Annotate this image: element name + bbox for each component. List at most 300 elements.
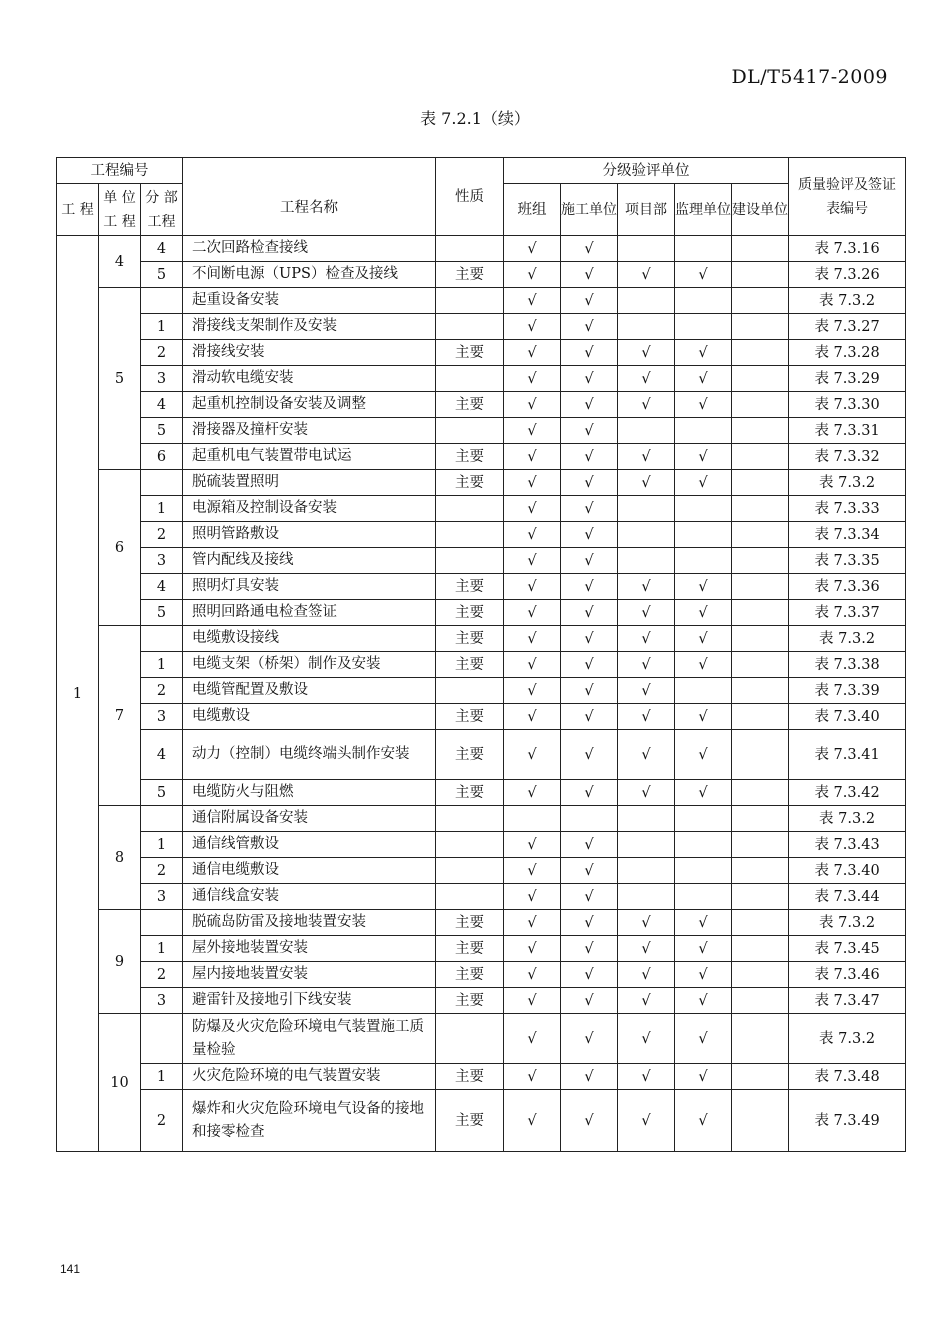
- sub-division-cell: 2: [141, 858, 183, 884]
- nature-cell: [436, 678, 504, 704]
- check-cell: √: [504, 652, 561, 678]
- nature-cell: 主要: [436, 780, 504, 806]
- sub-division-cell: 3: [141, 704, 183, 730]
- division-number-cell: 10: [99, 1014, 141, 1152]
- unit-number-cell: 1: [57, 236, 99, 1152]
- nature-cell: [436, 314, 504, 340]
- project-name-cell: 通信线盒安装: [183, 884, 436, 910]
- check-cell: [618, 522, 675, 548]
- check-cell: √: [561, 288, 618, 314]
- check-cell: √: [504, 600, 561, 626]
- check-cell: √: [618, 366, 675, 392]
- check-cell: √: [561, 600, 618, 626]
- form-number-cell: 表 7.3.48: [789, 1064, 906, 1090]
- header-supervision-unit: 监理单位: [675, 184, 732, 236]
- project-name-cell: 起重机控制设备安装及调整: [183, 392, 436, 418]
- form-number-cell: 表 7.3.33: [789, 496, 906, 522]
- check-cell: √: [504, 522, 561, 548]
- check-cell: [732, 730, 789, 780]
- sub-division-cell: 3: [141, 366, 183, 392]
- check-cell: [732, 236, 789, 262]
- check-cell: [675, 832, 732, 858]
- nature-cell: 主要: [436, 730, 504, 780]
- check-cell: [675, 496, 732, 522]
- check-cell: √: [504, 340, 561, 366]
- form-number-cell: 表 7.3.40: [789, 704, 906, 730]
- check-cell: √: [504, 444, 561, 470]
- nature-cell: [436, 884, 504, 910]
- check-cell: [732, 1090, 789, 1152]
- check-cell: √: [675, 936, 732, 962]
- project-name-cell: 电源箱及控制设备安装: [183, 496, 436, 522]
- sub-division-cell: 1: [141, 1064, 183, 1090]
- check-cell: [732, 444, 789, 470]
- table-row: [57, 236, 906, 262]
- form-number-cell: 表 7.3.45: [789, 936, 906, 962]
- check-cell: [504, 806, 561, 832]
- check-cell: √: [561, 832, 618, 858]
- project-name-cell: 火灾危险环境的电气装置安装: [183, 1064, 436, 1090]
- form-number-cell: 表 7.3.39: [789, 678, 906, 704]
- table-row: [57, 884, 906, 910]
- form-number-cell: 表 7.3.2: [789, 626, 906, 652]
- form-number-cell: 表 7.3.30: [789, 392, 906, 418]
- check-cell: √: [504, 236, 561, 262]
- sub-division-cell: [141, 288, 183, 314]
- project-name-cell: 滑接线支架制作及安装: [183, 314, 436, 340]
- check-cell: √: [504, 910, 561, 936]
- project-name-cell: 滑接器及撞杆安装: [183, 418, 436, 444]
- check-cell: √: [675, 780, 732, 806]
- sub-division-cell: 2: [141, 962, 183, 988]
- check-cell: √: [561, 780, 618, 806]
- check-cell: √: [561, 340, 618, 366]
- table-row: [57, 418, 906, 444]
- form-number-cell: 表 7.3.36: [789, 574, 906, 600]
- check-cell: √: [504, 1014, 561, 1064]
- project-name-cell: 动力（控制）电缆终端头制作安装: [183, 730, 436, 780]
- project-name-cell: 屋外接地装置安装: [183, 936, 436, 962]
- check-cell: [618, 884, 675, 910]
- check-cell: [675, 858, 732, 884]
- sub-division-cell: 2: [141, 1090, 183, 1152]
- check-cell: √: [504, 626, 561, 652]
- check-cell: [732, 600, 789, 626]
- table-row: [57, 652, 906, 678]
- form-number-cell: 表 7.3.37: [789, 600, 906, 626]
- table-row: [57, 936, 906, 962]
- nature-cell: 主要: [436, 262, 504, 288]
- nature-cell: [436, 236, 504, 262]
- check-cell: [618, 236, 675, 262]
- nature-cell: [436, 832, 504, 858]
- project-name-cell: 电缆敷设: [183, 704, 436, 730]
- project-name-cell: 起重机电气装置带电试运: [183, 444, 436, 470]
- check-cell: √: [561, 704, 618, 730]
- check-cell: √: [675, 652, 732, 678]
- table-row: [57, 626, 906, 652]
- division-number-cell: 7: [99, 626, 141, 806]
- check-cell: [675, 418, 732, 444]
- check-cell: [675, 678, 732, 704]
- project-name-cell: 起重设备安装: [183, 288, 436, 314]
- table-row: [57, 1064, 906, 1090]
- check-cell: [618, 496, 675, 522]
- sub-division-cell: 1: [141, 936, 183, 962]
- check-cell: √: [504, 1090, 561, 1152]
- check-cell: √: [561, 962, 618, 988]
- check-cell: √: [561, 910, 618, 936]
- nature-cell: [436, 366, 504, 392]
- project-name-cell: 爆炸和火灾危险环境电气设备的接地和接零检查: [183, 1090, 436, 1152]
- header-project-dept: 项目部: [618, 184, 675, 236]
- check-cell: √: [504, 496, 561, 522]
- sub-division-cell: [141, 470, 183, 496]
- sub-division-cell: 6: [141, 444, 183, 470]
- nature-cell: 主要: [436, 600, 504, 626]
- check-cell: √: [675, 704, 732, 730]
- check-cell: √: [675, 392, 732, 418]
- check-cell: [675, 548, 732, 574]
- form-number-cell: 表 7.3.2: [789, 288, 906, 314]
- quality-evaluation-table: [56, 157, 906, 1152]
- table-row: [57, 314, 906, 340]
- check-cell: √: [675, 730, 732, 780]
- project-name-cell: 屋内接地装置安装: [183, 962, 436, 988]
- check-cell: √: [675, 988, 732, 1014]
- form-number-cell: 表 7.3.29: [789, 366, 906, 392]
- table-row: [57, 832, 906, 858]
- check-cell: √: [618, 444, 675, 470]
- check-cell: [732, 574, 789, 600]
- header-construction-unit: 施工单位: [561, 184, 618, 236]
- check-cell: [732, 470, 789, 496]
- header-col-sub-unit: 单 位工 程: [99, 184, 141, 236]
- sub-division-cell: [141, 806, 183, 832]
- check-cell: √: [561, 262, 618, 288]
- table-row: [57, 858, 906, 884]
- project-name-cell: 通信附属设备安装: [183, 806, 436, 832]
- division-number-cell: 5: [99, 288, 141, 470]
- check-cell: [732, 780, 789, 806]
- check-cell: √: [561, 236, 618, 262]
- form-number-cell: 表 7.3.31: [789, 418, 906, 444]
- check-cell: √: [618, 470, 675, 496]
- check-cell: [561, 806, 618, 832]
- check-cell: √: [618, 988, 675, 1014]
- table-row: [57, 262, 906, 288]
- sub-division-cell: 1: [141, 496, 183, 522]
- check-cell: √: [561, 1090, 618, 1152]
- form-number-cell: 表 7.3.34: [789, 522, 906, 548]
- nature-cell: 主要: [436, 1090, 504, 1152]
- table-row: [57, 780, 906, 806]
- sub-division-cell: 5: [141, 418, 183, 444]
- nature-cell: 主要: [436, 626, 504, 652]
- check-cell: √: [561, 884, 618, 910]
- sub-division-cell: 4: [141, 730, 183, 780]
- header-project-code: 工程编号: [57, 158, 183, 184]
- form-number-cell: 表 7.3.2: [789, 470, 906, 496]
- check-cell: √: [618, 962, 675, 988]
- check-cell: √: [561, 314, 618, 340]
- table-row: [57, 366, 906, 392]
- nature-cell: 主要: [436, 470, 504, 496]
- nature-cell: 主要: [436, 652, 504, 678]
- nature-cell: [436, 1014, 504, 1064]
- check-cell: √: [561, 574, 618, 600]
- form-number-cell: 表 7.3.2: [789, 806, 906, 832]
- check-cell: √: [618, 600, 675, 626]
- table-row: [57, 444, 906, 470]
- form-number-cell: 表 7.3.32: [789, 444, 906, 470]
- check-cell: √: [618, 626, 675, 652]
- check-cell: √: [561, 858, 618, 884]
- sub-division-cell: 5: [141, 780, 183, 806]
- project-name-cell: 避雷针及接地引下线安装: [183, 988, 436, 1014]
- form-number-cell: 表 7.3.2: [789, 910, 906, 936]
- project-name-cell: 脱硫装置照明: [183, 470, 436, 496]
- header-form-no: 质量验评及签证表编号: [789, 158, 906, 236]
- division-number-cell: 9: [99, 910, 141, 1014]
- table-row: [57, 496, 906, 522]
- check-cell: √: [504, 858, 561, 884]
- check-cell: √: [561, 936, 618, 962]
- check-cell: √: [504, 730, 561, 780]
- table-row: [57, 470, 906, 496]
- table-row: [57, 910, 906, 936]
- check-cell: √: [675, 470, 732, 496]
- check-cell: √: [618, 704, 675, 730]
- check-cell: √: [675, 910, 732, 936]
- check-cell: √: [618, 910, 675, 936]
- check-cell: √: [675, 1090, 732, 1152]
- nature-cell: 主要: [436, 962, 504, 988]
- check-cell: √: [561, 366, 618, 392]
- check-cell: √: [504, 832, 561, 858]
- form-number-cell: 表 7.3.2: [789, 1014, 906, 1064]
- check-cell: [732, 366, 789, 392]
- check-cell: √: [618, 652, 675, 678]
- form-number-cell: 表 7.3.47: [789, 988, 906, 1014]
- sub-division-cell: 5: [141, 600, 183, 626]
- project-name-cell: 照明管路敷设: [183, 522, 436, 548]
- header-col-unit: 工 程: [57, 184, 99, 236]
- check-cell: √: [561, 988, 618, 1014]
- check-cell: √: [561, 522, 618, 548]
- division-number-cell: 4: [99, 236, 141, 288]
- check-cell: √: [561, 730, 618, 780]
- check-cell: √: [504, 262, 561, 288]
- check-cell: √: [618, 340, 675, 366]
- check-cell: √: [675, 444, 732, 470]
- table-row: [57, 340, 906, 366]
- check-cell: [618, 858, 675, 884]
- sub-division-cell: [141, 626, 183, 652]
- check-cell: √: [504, 678, 561, 704]
- check-cell: [732, 548, 789, 574]
- sub-division-cell: 3: [141, 988, 183, 1014]
- check-cell: [732, 340, 789, 366]
- check-cell: [618, 806, 675, 832]
- nature-cell: [436, 496, 504, 522]
- form-number-cell: 表 7.3.27: [789, 314, 906, 340]
- check-cell: √: [561, 626, 618, 652]
- project-name-cell: 防爆及火灾危险环境电气装置施工质量检验: [183, 1014, 436, 1064]
- project-name-cell: 滑接线安装: [183, 340, 436, 366]
- check-cell: [732, 418, 789, 444]
- check-cell: [732, 1014, 789, 1064]
- check-cell: √: [561, 548, 618, 574]
- project-name-cell: 滑动软电缆安装: [183, 366, 436, 392]
- form-number-cell: 表 7.3.28: [789, 340, 906, 366]
- check-cell: [732, 496, 789, 522]
- project-name-cell: 通信线管敷设: [183, 832, 436, 858]
- table-row: [57, 1090, 906, 1152]
- check-cell: √: [561, 1014, 618, 1064]
- check-cell: [732, 988, 789, 1014]
- sub-division-cell: 2: [141, 678, 183, 704]
- project-name-cell: 电缆防火与阻燃: [183, 780, 436, 806]
- division-number-cell: 6: [99, 470, 141, 626]
- table-title: 表 7.2.1（续）: [420, 109, 530, 128]
- table-row: [57, 548, 906, 574]
- check-cell: [732, 652, 789, 678]
- nature-cell: 主要: [436, 574, 504, 600]
- check-cell: √: [504, 936, 561, 962]
- check-cell: [675, 884, 732, 910]
- check-cell: [732, 704, 789, 730]
- table-row: [57, 392, 906, 418]
- check-cell: √: [561, 392, 618, 418]
- check-cell: √: [504, 548, 561, 574]
- check-cell: [732, 288, 789, 314]
- check-cell: [618, 548, 675, 574]
- check-cell: √: [675, 1014, 732, 1064]
- check-cell: √: [618, 392, 675, 418]
- sub-division-cell: 3: [141, 884, 183, 910]
- check-cell: √: [675, 1064, 732, 1090]
- check-cell: √: [561, 496, 618, 522]
- project-name-cell: 电缆敷设接线: [183, 626, 436, 652]
- form-number-cell: 表 7.3.41: [789, 730, 906, 780]
- check-cell: √: [561, 418, 618, 444]
- table-row: [57, 988, 906, 1014]
- project-name-cell: 二次回路检查接线: [183, 236, 436, 262]
- check-cell: √: [504, 314, 561, 340]
- check-cell: √: [561, 470, 618, 496]
- project-name-cell: 脱硫岛防雷及接地装置安装: [183, 910, 436, 936]
- sub-division-cell: 4: [141, 392, 183, 418]
- check-cell: √: [675, 626, 732, 652]
- check-cell: [675, 314, 732, 340]
- table-row: [57, 522, 906, 548]
- header-owner-unit: 建设单位: [732, 184, 789, 236]
- check-cell: √: [504, 470, 561, 496]
- check-cell: √: [504, 884, 561, 910]
- division-number-cell: 8: [99, 806, 141, 910]
- table-row: [57, 678, 906, 704]
- header-team: 班组: [504, 184, 561, 236]
- nature-cell: 主要: [436, 392, 504, 418]
- check-cell: √: [675, 962, 732, 988]
- form-number-cell: 表 7.3.38: [789, 652, 906, 678]
- check-cell: √: [618, 1014, 675, 1064]
- nature-cell: [436, 548, 504, 574]
- check-cell: √: [504, 704, 561, 730]
- table-row: [57, 288, 906, 314]
- check-cell: √: [618, 780, 675, 806]
- check-cell: √: [504, 962, 561, 988]
- check-cell: √: [618, 1064, 675, 1090]
- form-number-cell: 表 7.3.42: [789, 780, 906, 806]
- sub-division-cell: 1: [141, 652, 183, 678]
- check-cell: [675, 806, 732, 832]
- project-name-cell: 不间断电源（UPS）检查及接线: [183, 262, 436, 288]
- header-nature: 性质: [436, 158, 504, 236]
- header-graded-eval: 分级验评单位: [504, 158, 789, 184]
- check-cell: √: [504, 366, 561, 392]
- check-cell: [618, 314, 675, 340]
- project-name-cell: 照明灯具安装: [183, 574, 436, 600]
- sub-division-cell: 5: [141, 262, 183, 288]
- check-cell: √: [675, 262, 732, 288]
- check-cell: √: [675, 600, 732, 626]
- check-cell: √: [504, 574, 561, 600]
- check-cell: [732, 858, 789, 884]
- check-cell: [732, 910, 789, 936]
- form-number-cell: 表 7.3.49: [789, 1090, 906, 1152]
- nature-cell: 主要: [436, 936, 504, 962]
- check-cell: [732, 806, 789, 832]
- nature-cell: [436, 522, 504, 548]
- check-cell: [675, 236, 732, 262]
- check-cell: √: [504, 392, 561, 418]
- check-cell: √: [675, 340, 732, 366]
- check-cell: √: [504, 1064, 561, 1090]
- check-cell: [732, 314, 789, 340]
- check-cell: √: [561, 652, 618, 678]
- check-cell: [618, 418, 675, 444]
- table-row: [57, 600, 906, 626]
- check-cell: [732, 1064, 789, 1090]
- check-cell: [675, 522, 732, 548]
- check-cell: √: [618, 1090, 675, 1152]
- check-cell: √: [504, 780, 561, 806]
- nature-cell: 主要: [436, 340, 504, 366]
- check-cell: [618, 288, 675, 314]
- table-row: [57, 730, 906, 780]
- check-cell: [732, 962, 789, 988]
- project-name-cell: 电缆支架（桥架）制作及安装: [183, 652, 436, 678]
- sub-division-cell: 3: [141, 548, 183, 574]
- form-number-cell: 表 7.3.43: [789, 832, 906, 858]
- check-cell: [732, 262, 789, 288]
- nature-cell: [436, 288, 504, 314]
- sub-division-cell: [141, 910, 183, 936]
- project-name-cell: 管内配线及接线: [183, 548, 436, 574]
- header-project-name: 工程名称: [183, 158, 436, 236]
- form-number-cell: 表 7.3.26: [789, 262, 906, 288]
- check-cell: √: [618, 730, 675, 780]
- check-cell: [732, 522, 789, 548]
- project-name-cell: 照明回路通电检查签证: [183, 600, 436, 626]
- sub-division-cell: 4: [141, 236, 183, 262]
- form-number-cell: 表 7.3.44: [789, 884, 906, 910]
- check-cell: √: [618, 574, 675, 600]
- check-cell: [732, 936, 789, 962]
- header-col-division: 分 部工程: [141, 184, 183, 236]
